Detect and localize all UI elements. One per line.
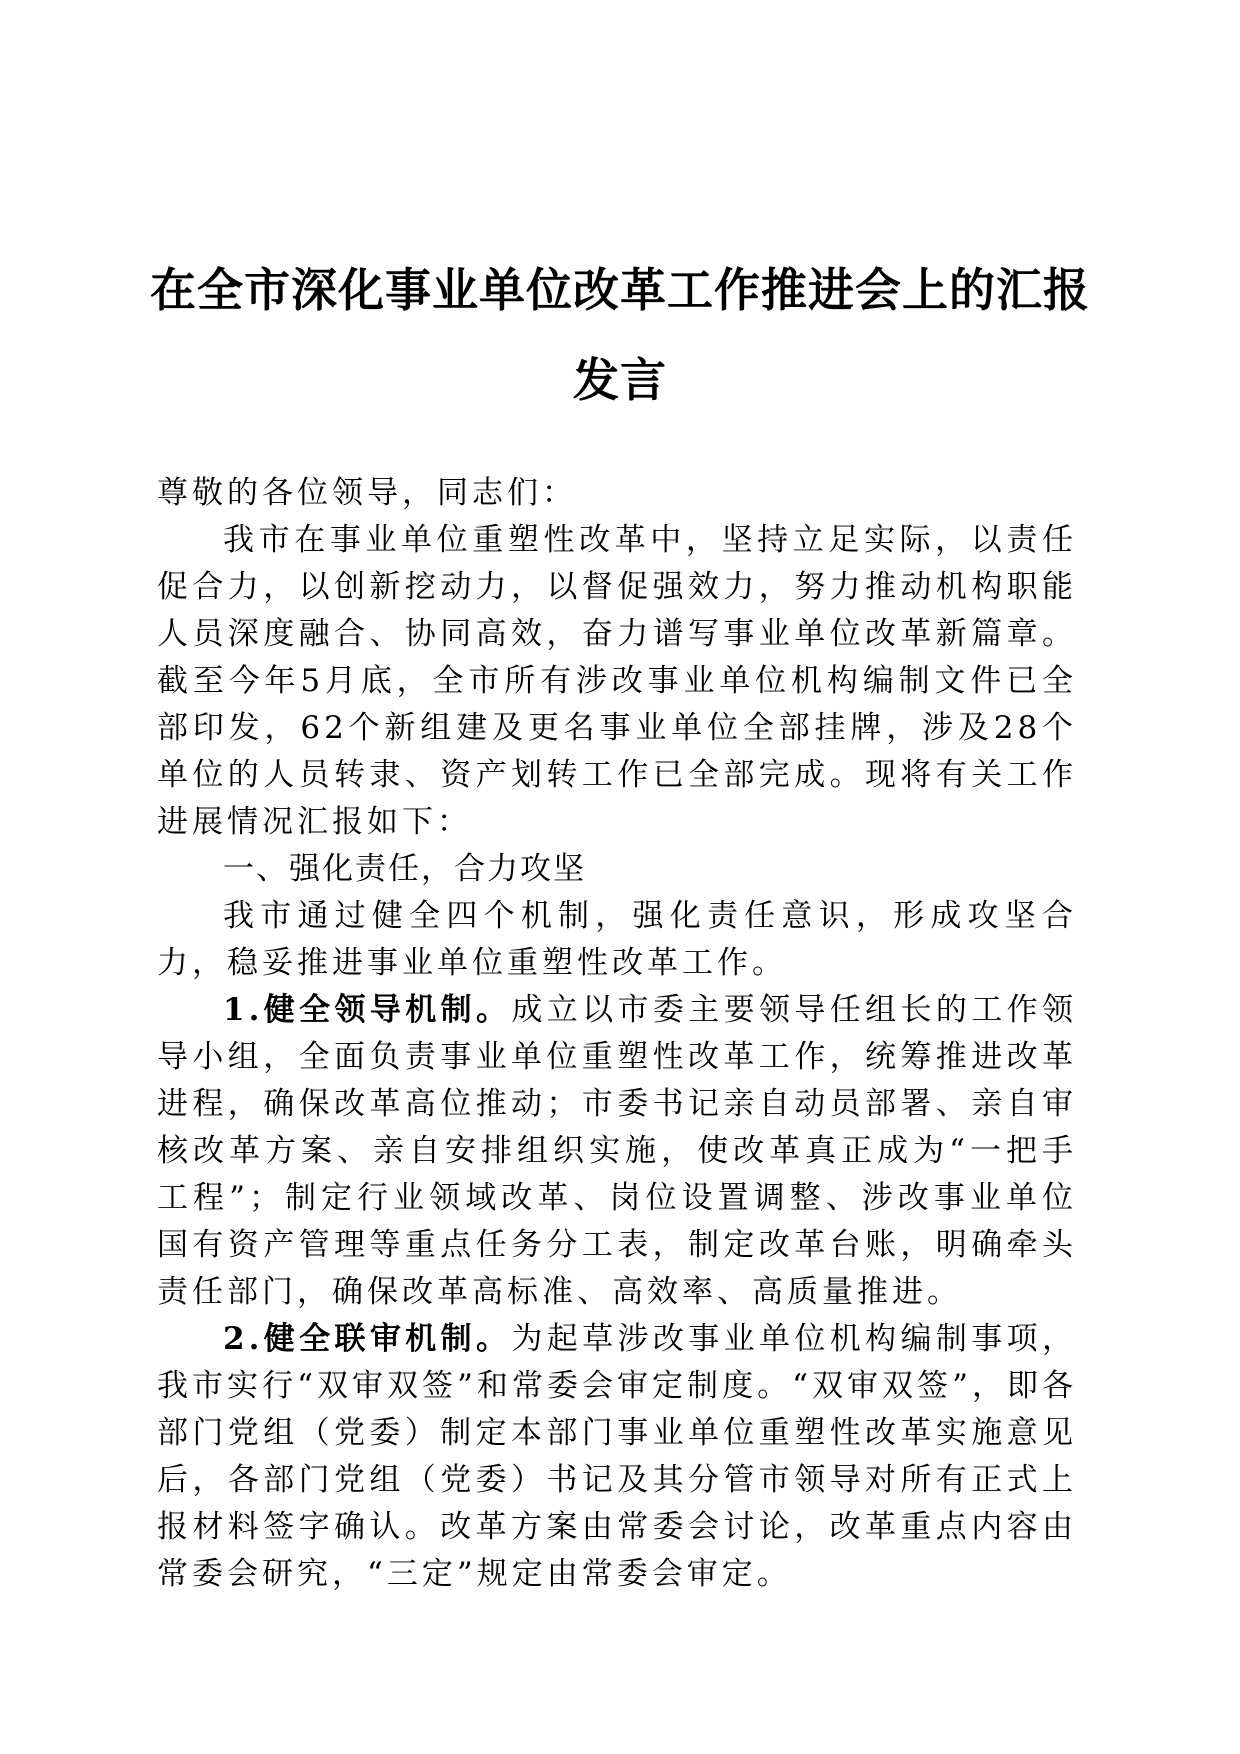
item-2-paragraph — [157, 1316, 1077, 1598]
title-line-2: 发言 — [573, 353, 667, 407]
section-1-heading: 一、强化责任，合力攻坚 — [223, 851, 586, 887]
item-1-lead: 1.健全领导机制。 — [223, 992, 512, 1028]
document-body — [157, 470, 1077, 1598]
item-2-lead: 2.健全联审机制。 — [223, 1321, 512, 1357]
document-title — [150, 245, 1090, 425]
section-1-intro: 我市通过健全四个机制，强化责任意识，形成攻坚合力，稳妥推进事业单位重塑性改革工作。 — [157, 898, 1077, 981]
item-1-text: 成立以市委主要领导任组长的工作领导小组，全面负责事业单位重塑性改革工作，统筹推进改革进程，确保改革高位推动；市委书记亲自动员部署、亲自审核改革方案、亲自安排组织实施，使改革真正成为“一把手工程”；制定行业领域改革、岗位设置调整、涉改事业单位国有资产管理等重点任务分工表，制定改革台账，明确牵头责任部门，确保改革高标准、高效率、高质量推进。 — [157, 992, 1077, 1310]
item-2-text: 为起草涉改事业单位机构编制事项，我市实行“双审双签”和常委会审定制度。“双审双签”，即各部门党组（党委）制定本部门事业单位重塑性改革实施意见后，各部门党组（党委）书记及其分管市领导对所有正式上报材料签字确认。改革方案由常委会讨论，改革重点内容由常委会研究，“三定”规定由常委会审定。 — [157, 1321, 1077, 1592]
intro-paragraph: 我市在事业单位重塑性改革中，坚持立足实际，以责任促合力，以创新挖动力，以督促强效力，努力推动机构职能人员深度融合、协同高效，奋力谱写事业单位改革新篇章。截至今年5月底，全市所有涉改事业单位机构编制文件已全部印发，62个新组建及更名事业单位全部挂牌，涉及28个单位的人员转隶、资产划转工作已全部完成。现将有关工作进展情况汇报如下： — [157, 522, 1077, 840]
title-line-1: 在全市深化事业单位改革工作推进会上的汇报 — [150, 263, 1090, 317]
salutation: 尊敬的各位领导，同志们： — [157, 475, 577, 511]
item-1-paragraph — [157, 987, 1077, 1316]
